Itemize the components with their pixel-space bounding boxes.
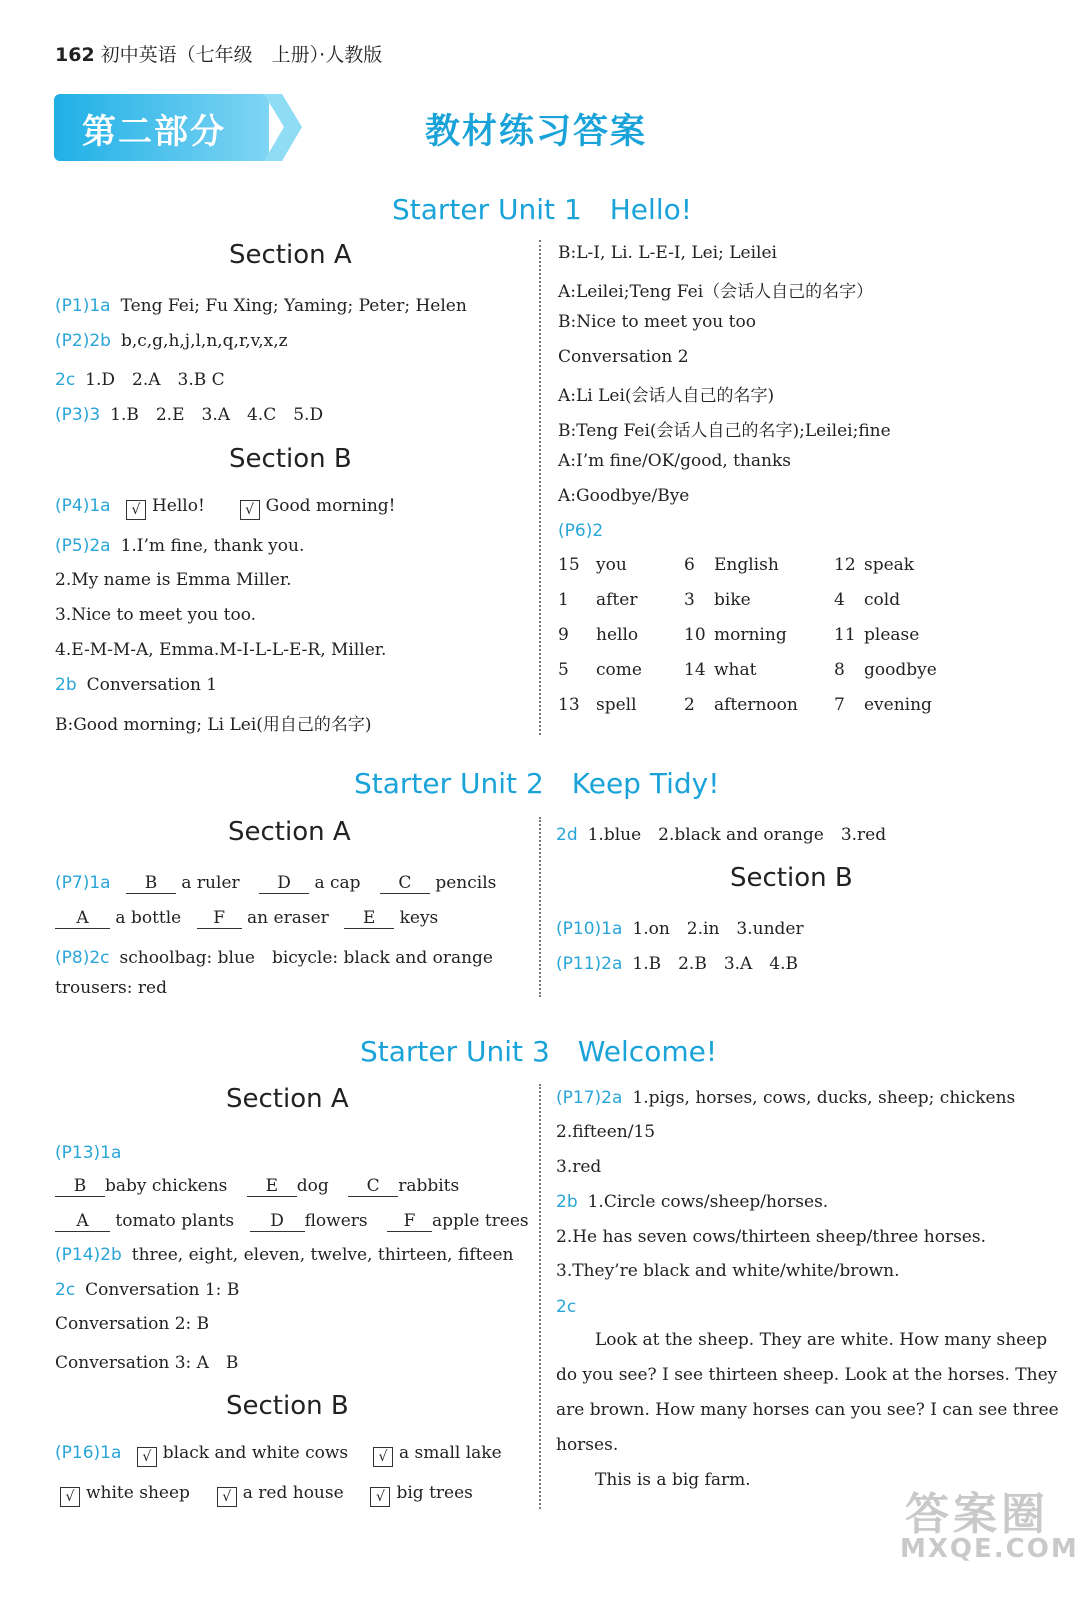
column-divider [539, 1084, 541, 1509]
unit3-line: 3.They’re black and white/white/brown. [556, 1261, 900, 1281]
unit1-line: A:Goodbye/Bye [558, 486, 690, 506]
unit3-line: Conversation 3: A B [55, 1353, 239, 1373]
grid-row: 1 after 3 bike 4 cold [558, 590, 901, 610]
grid-row: 9 hello 10 morning 11 please [558, 625, 920, 645]
unit3-line: 2.He has seven cows/thirteen sheep/three horses. [556, 1227, 986, 1247]
unit2-line: (P11)2a 1.B 2.B 3.A 4.B [556, 954, 799, 974]
unit1-line: A:Leilei;Teng Fei（会话人自己的名字） [558, 282, 874, 302]
unit3-line: 2.fifteen/15 [556, 1122, 656, 1142]
watermark-url: MXQE.COM [900, 1534, 1079, 1564]
unit3-line: B baby chickens E dog C rabbits [55, 1176, 459, 1197]
unit1-line: B:Good morning; Li Lei(用自己的名字) [55, 715, 372, 735]
checkbox-icon: √ [370, 1487, 390, 1507]
unit1-line: 2.My name is Emma Miller. [55, 570, 292, 590]
grid-row: 15 you 6 English 12 speak [558, 555, 915, 575]
unit3-line: (P17)2a 1.pigs, horses, cows, ducks, sheep; chickens [556, 1088, 1016, 1108]
checkbox-icon: √ [126, 500, 146, 520]
checkbox-icon: √ [373, 1447, 393, 1467]
unit1-line: (P5)2a 1.I’m fine, thank you. [55, 536, 305, 556]
unit1-line: B:L-I, Li. L-E-I, Lei; Leilei [558, 243, 777, 263]
unit1-line: 2c 1.D 2.A 3.B C [55, 370, 225, 390]
unit2-title: Starter Unit 2 Keep Tidy! [354, 767, 720, 800]
unit3-line: √ white sheep √ a red house √ big trees [60, 1483, 473, 1507]
unit3-line: (P13)1a [55, 1143, 122, 1163]
unit3-line: Conversation 2: B [55, 1314, 210, 1334]
unit1-title: Starter Unit 1 Hello! [392, 193, 692, 226]
unit1-line: (P6)2 [558, 521, 604, 541]
checkbox-icon: √ [240, 500, 260, 520]
part-label: 第二部分 [82, 112, 226, 152]
unit3-line: 3.red [556, 1157, 602, 1177]
unit2-line: trousers: red [55, 978, 167, 998]
unit3-title: Starter Unit 3 Welcome! [360, 1035, 718, 1068]
checkbox-icon: √ [60, 1487, 80, 1507]
watermark-logo: 答案圈 [905, 1489, 1049, 1540]
unit3-line: 2b 1.Circle cows/sheep/horses. [556, 1192, 829, 1212]
grid-row: 5 come 14 what 8 goodbye [558, 660, 937, 680]
unit2-line: 2d 1.blue 2.black and orange 3.red [556, 825, 887, 845]
paragraph-line: horses. [556, 1435, 619, 1455]
page-header [55, 40, 382, 67]
paragraph-line: are brown. How many horses can you see? I can see three [556, 1400, 1059, 1420]
unit1-line: (P1)1a Teng Fei; Fu Xing; Yaming; Peter; Helen [55, 296, 467, 316]
checkbox-icon: √ [137, 1447, 157, 1467]
checkbox-icon: √ [217, 1487, 237, 1507]
column-divider [539, 817, 541, 997]
unit1-section-b: Section B [229, 444, 352, 474]
unit3-line: 2c Conversation 1: B [55, 1280, 240, 1300]
unit1-line: (P3)3 1.B 2.E 3.A 4.C 5.D [55, 405, 324, 425]
unit3-section-b: Section B [226, 1391, 349, 1421]
unit1-line: 4.E-M-M-A, Emma.M-I-L-L-E-R, Miller. [55, 640, 387, 660]
unit3-line: A tomato plants D flowers F apple trees [55, 1211, 529, 1232]
paragraph-line: Look at the sheep. They are white. How many sheep [595, 1330, 1048, 1350]
unit2-line: A a bottle F an eraser E keys [55, 908, 438, 929]
unit2-line: (P10)1a 1.on 2.in 3.under [556, 919, 804, 939]
page-number: 162 [55, 44, 95, 66]
unit1-line: B:Nice to meet you too [558, 312, 756, 332]
unit2-section-b: Section B [730, 863, 853, 893]
unit3-line: 2c [556, 1297, 577, 1317]
book-title: 初中英语（七年级 上册）·人教版 [100, 44, 383, 66]
unit1-line: A:Li Lei(会话人自己的名字) [558, 386, 775, 406]
unit1-line: B:Teng Fei(会话人自己的名字);Leilei;fine [558, 421, 891, 441]
unit2-section-a: Section A [228, 817, 351, 847]
unit1-line: (P2)2b b,c,g,h,j,l,n,q,r,v,x,z [55, 331, 288, 351]
column-divider [539, 240, 541, 735]
unit3-line: (P16)1a √ black and white cows √ a small lake [55, 1443, 502, 1465]
paragraph-line: do you see? I see thirteen sheep. Look at the horses. They [556, 1365, 1058, 1385]
grid-row: 13 spell 2 afternoon 7 evening [558, 695, 932, 715]
unit1-line: (P4)1a √ Hello! √ Good morning! [55, 496, 396, 518]
page-title: 教材练习答案 [425, 112, 648, 152]
unit1-line: Conversation 2 [558, 347, 689, 367]
unit1-line: 3.Nice to meet you too. [55, 605, 257, 625]
unit2-line: (P8)2c schoolbag: blue bicycle: black and orange [55, 948, 493, 968]
paragraph-line: This is a big farm. [595, 1470, 751, 1490]
unit2-line: (P7)1a B a ruler D a cap C pencils [55, 873, 497, 893]
unit1-section-a: Section A [229, 240, 352, 270]
unit3-line: (P14)2b three, eight, eleven, twelve, thirteen, fifteen [55, 1245, 514, 1265]
unit1-line: A:I’m fine/OK/good, thanks [558, 451, 792, 471]
unit1-line: 2b Conversation 1 [55, 675, 218, 695]
unit3-section-a: Section A [226, 1084, 349, 1114]
